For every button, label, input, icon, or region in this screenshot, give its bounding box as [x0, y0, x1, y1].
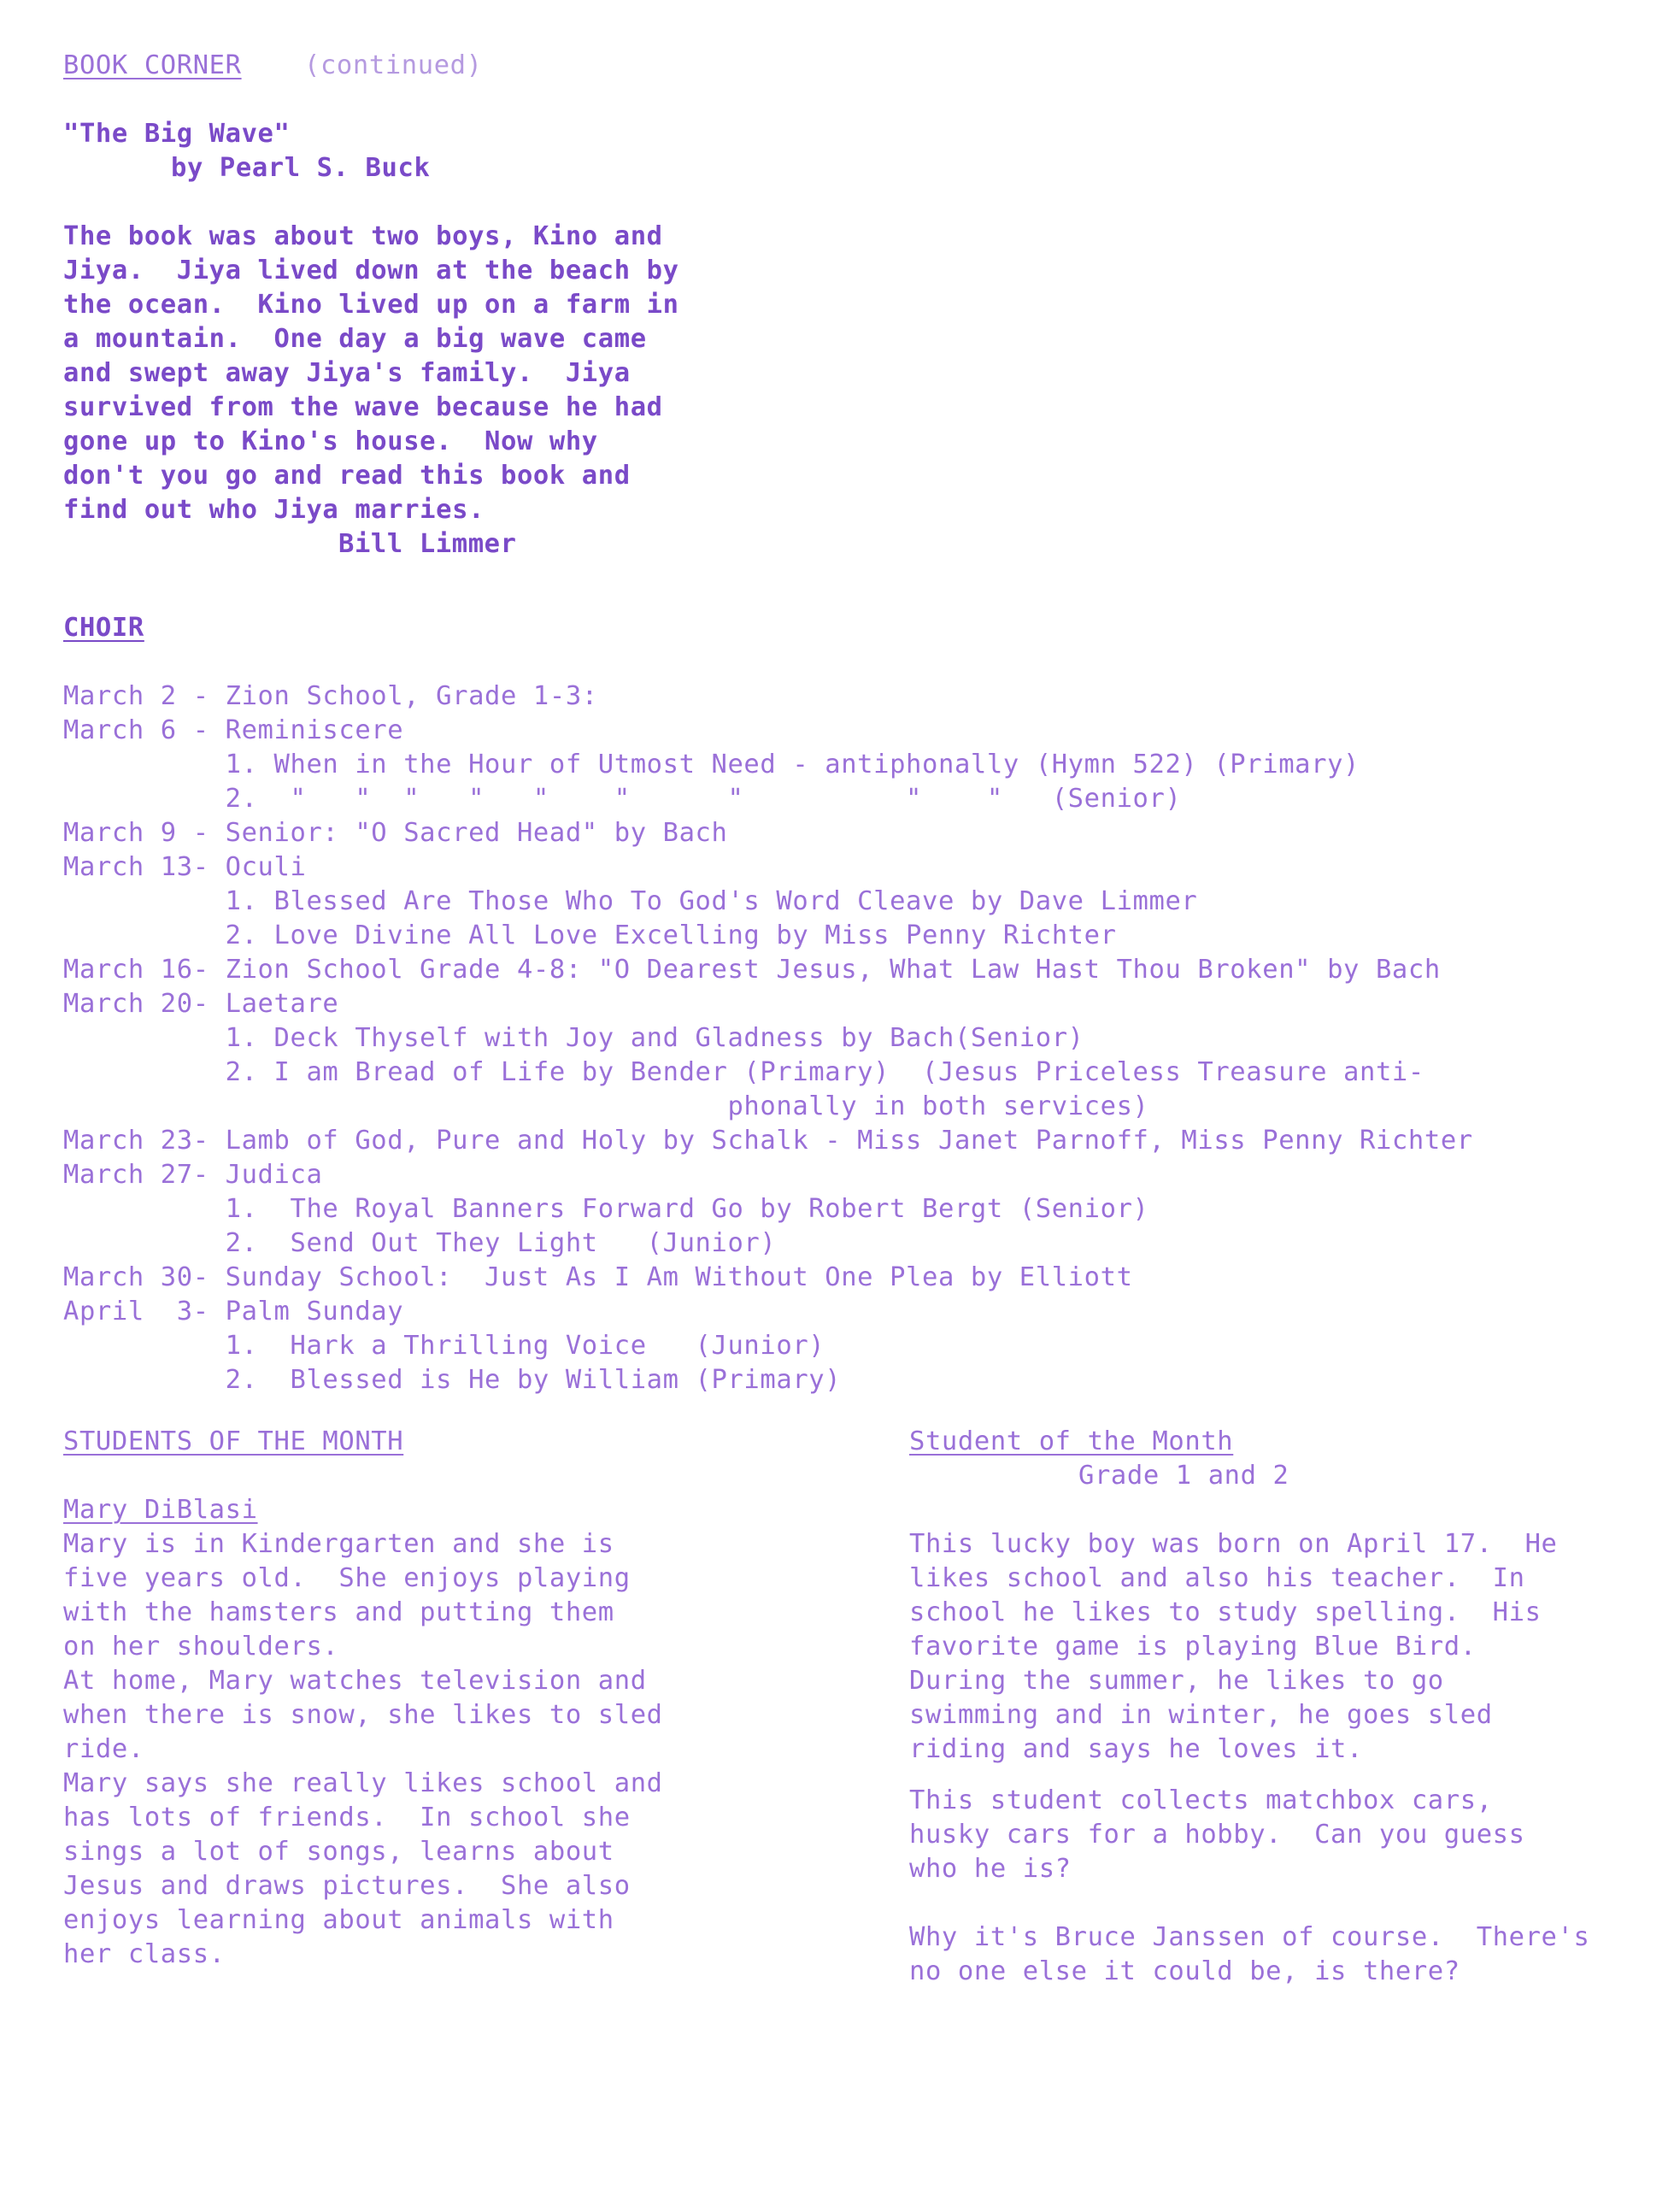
- profile-line: During the summer, he likes to go: [909, 1666, 1444, 1696]
- student-of-month-heading: Student of the Month: [909, 1426, 1234, 1456]
- review-line: and swept away Jiya's family. Jiya: [63, 358, 631, 388]
- choir-line: 1. The Royal Banners Forward Go by Robert Bergt (Senior): [63, 1194, 1149, 1224]
- choir-line: 2. Blessed is He by William (Primary): [63, 1365, 842, 1395]
- profile-line: has lots of friends. In school she: [63, 1803, 631, 1832]
- profile-line: who he is?: [909, 1854, 1072, 1884]
- review-line: Jiya. Jiya lived down at the beach by: [63, 256, 679, 285]
- review-line: don't you go and read this book and: [63, 461, 631, 491]
- profile-line: ride.: [63, 1734, 144, 1764]
- review-line: survived from the wave because he had: [63, 392, 663, 422]
- profile-line: likes school and also his teacher. In: [909, 1563, 1525, 1593]
- profile-line: Mary says she really likes school and: [63, 1768, 663, 1798]
- profile-line: sings a lot of songs, learns about: [63, 1837, 614, 1867]
- profile-line: husky cars for a hobby. Can you guess: [909, 1820, 1525, 1850]
- profile-line: school he likes to study spelling. His: [909, 1597, 1542, 1627]
- profile-line: on her shoulders.: [63, 1632, 339, 1662]
- profile-line: enjoys learning about animals with: [63, 1905, 614, 1935]
- book-byline: by Pearl S. Buck: [171, 153, 431, 183]
- profile-line: riding and says he loves it.: [909, 1734, 1363, 1764]
- review-line: find out who Jiya marries.: [63, 495, 485, 525]
- profile-line: five years old. She enjoys playing: [63, 1563, 631, 1593]
- profile-line: when there is snow, she likes to sled: [63, 1700, 663, 1730]
- profile-line: This lucky boy was born on April 17. He: [909, 1529, 1558, 1559]
- continued-label: (continued): [304, 50, 483, 80]
- profile-line: with the hamsters and putting them: [63, 1597, 614, 1627]
- profile-line: her class.: [63, 1939, 226, 1969]
- choir-line: phonally in both services): [63, 1091, 1149, 1121]
- review-author: Bill Limmer: [338, 529, 517, 559]
- profile-line: Why it's Bruce Janssen of course. There's: [909, 1922, 1590, 1952]
- choir-line: 1. Deck Thyself with Joy and Gladness by Bach(Senior): [63, 1023, 1084, 1053]
- choir-line: 1. Blessed Are Those Who To God's Word Cleave by Dave Limmer: [63, 886, 1198, 916]
- choir-line: March 16- Zion School Grade 4-8: "O Dearest Jesus, What Law Hast Thou Broken" by Bach: [63, 955, 1441, 985]
- choir-line: April 3- Palm Sunday: [63, 1297, 404, 1326]
- profile-line: Mary is in Kindergarten and she is: [63, 1529, 614, 1559]
- profile-line: favorite game is playing Blue Bird.: [909, 1632, 1477, 1662]
- profile-line: Jesus and draws pictures. She also: [63, 1871, 631, 1901]
- student-name: Mary DiBlasi: [63, 1495, 258, 1525]
- choir-line: 1. Hark a Thrilling Voice (Junior): [63, 1331, 825, 1361]
- choir-line: 2. I am Bread of Life by Bender (Primary) (Jesus Priceless Treasure anti-: [63, 1057, 1424, 1087]
- choir-line: March 9 - Senior: "O Sacred Head" by Bach: [63, 818, 728, 848]
- profile-line: This student collects matchbox cars,: [909, 1785, 1493, 1815]
- students-of-month-heading: STUDENTS OF THE MONTH: [63, 1426, 404, 1456]
- profile-line: swimming and in winter, he goes sled: [909, 1700, 1493, 1730]
- review-line: The book was about two boys, Kino and: [63, 221, 663, 251]
- choir-heading: CHOIR: [63, 613, 144, 643]
- choir-line: March 2 - Zion School, Grade 1-3:: [63, 681, 598, 711]
- choir-line: March 27- Judica: [63, 1160, 323, 1190]
- choir-line: March 13- Oculi: [63, 852, 307, 882]
- review-line: a mountain. One day a big wave came: [63, 324, 647, 354]
- choir-line: March 6 - Reminiscere: [63, 715, 404, 745]
- choir-line: 2. Send Out They Light (Junior): [63, 1228, 777, 1258]
- profile-line: no one else it could be, is there?: [909, 1956, 1460, 1986]
- choir-line: March 30- Sunday School: Just As I Am Without One Plea by Elliott: [63, 1262, 1133, 1292]
- choir-line: March 20- Laetare: [63, 989, 339, 1019]
- profile-line: At home, Mary watches television and: [63, 1666, 647, 1696]
- choir-line: March 23- Lamb of God, Pure and Holy by Schalk - Miss Janet Parnoff, Miss Penny Richter: [63, 1126, 1473, 1156]
- grade-subheading: Grade 1 and 2: [1078, 1461, 1289, 1491]
- book-corner-heading: BOOK CORNER: [63, 50, 242, 80]
- review-line: the ocean. Kino lived up on a farm in: [63, 290, 679, 320]
- book-title: "The Big Wave": [63, 119, 291, 149]
- choir-line: 2. Love Divine All Love Excelling by Miss Penny Richter: [63, 920, 1117, 950]
- choir-line: 2. " " " " " " " " " (Senior): [63, 784, 1182, 814]
- review-line: gone up to Kino's house. Now why: [63, 426, 598, 456]
- choir-line: 1. When in the Hour of Utmost Need - antiphonally (Hymn 522) (Primary): [63, 750, 1360, 779]
